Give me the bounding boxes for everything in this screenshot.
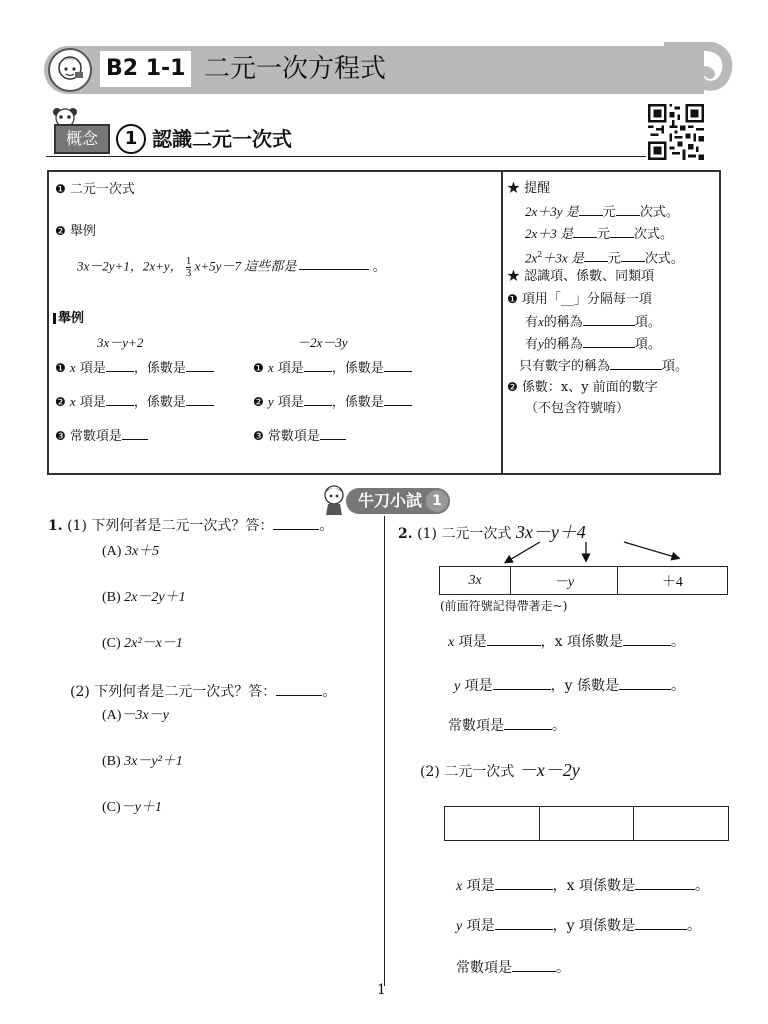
text: 項。 bbox=[662, 359, 689, 374]
expr-b: －2x－3y bbox=[297, 335, 348, 350]
term-cell: 3x bbox=[440, 567, 511, 595]
yuan-text: 元 bbox=[607, 251, 621, 267]
answer-blank[interactable] bbox=[621, 248, 645, 262]
var: x bbox=[448, 635, 455, 650]
concept-box-divider bbox=[501, 172, 503, 473]
expr-b-row-3 bbox=[253, 426, 346, 446]
split-arrows-icon bbox=[490, 538, 690, 566]
var: x bbox=[267, 360, 274, 375]
example-heading-text: 舉例 bbox=[58, 311, 85, 326]
period: 。 bbox=[671, 678, 686, 694]
q2-note: (前面符號記得帶著走~) bbox=[440, 599, 568, 613]
var: x bbox=[538, 314, 544, 329]
q2-answer-6 bbox=[456, 958, 570, 978]
answer-blank[interactable] bbox=[512, 958, 556, 972]
reminder-expr: 2x bbox=[525, 250, 538, 266]
lesson-title: 二元一次方程式 bbox=[204, 54, 387, 84]
answer-blank[interactable] bbox=[610, 224, 634, 238]
part-label: (1) bbox=[417, 526, 437, 542]
answer-blank[interactable] bbox=[584, 248, 608, 262]
option-label: (A) bbox=[102, 544, 125, 559]
question-text: 二元一次式 bbox=[441, 526, 512, 542]
answer-blank[interactable] bbox=[186, 392, 214, 406]
cishi-text: 次式。 bbox=[644, 251, 684, 267]
quiz-number: 1 bbox=[426, 490, 448, 512]
option-label: (C) bbox=[102, 636, 125, 651]
var: y bbox=[538, 336, 544, 351]
q2-term-table bbox=[439, 566, 728, 595]
period: 。 bbox=[695, 878, 710, 894]
column-divider bbox=[384, 516, 385, 986]
coefficient-note: （不包含符號唷） bbox=[525, 401, 630, 416]
var: y bbox=[456, 919, 463, 934]
concept-header bbox=[46, 106, 706, 158]
option-expr: 2x²－x－1 bbox=[124, 636, 183, 651]
var: y bbox=[454, 679, 461, 694]
concept-title: 認識二元一次式 bbox=[152, 127, 292, 151]
example-item bbox=[55, 222, 96, 241]
part-label: (2) bbox=[420, 764, 440, 780]
answer-blank[interactable] bbox=[583, 334, 635, 348]
q2-answer-1 bbox=[448, 632, 685, 653]
row-text: 項是 bbox=[273, 361, 304, 376]
coefficient-rule bbox=[507, 378, 658, 397]
yuan-text: 元 bbox=[602, 205, 616, 220]
answer-blank[interactable] bbox=[106, 392, 134, 406]
question-text: 下列何者是二元一次式？答： bbox=[94, 684, 277, 700]
answer-blank[interactable] bbox=[495, 876, 553, 890]
text: 項。 bbox=[634, 337, 661, 352]
empty-cell[interactable] bbox=[539, 807, 634, 841]
term-constant bbox=[519, 356, 688, 376]
question-text: 下列何者是二元一次式？答： bbox=[91, 518, 274, 534]
bullet: ❶ bbox=[253, 361, 264, 375]
option-label: (B) bbox=[102, 754, 125, 769]
text: 常數項是 bbox=[456, 960, 512, 976]
period: 。 bbox=[552, 718, 566, 734]
example-label: 舉例 bbox=[69, 224, 96, 239]
var: x bbox=[69, 360, 76, 375]
concept-tag: 概念 bbox=[54, 124, 110, 154]
period: 。 bbox=[687, 918, 702, 934]
fraction-denominator: 3 bbox=[185, 267, 192, 279]
empty-cell[interactable] bbox=[634, 807, 729, 841]
expr-b-row-1 bbox=[253, 358, 412, 378]
student-avatar-icon bbox=[48, 48, 92, 92]
bullet: ❸ bbox=[55, 429, 66, 443]
text: 項是 bbox=[462, 878, 495, 894]
bullet: ❶ bbox=[55, 361, 66, 375]
reminder-row-3 bbox=[525, 246, 684, 268]
option-expr: 3x－y²＋1 bbox=[124, 754, 183, 769]
concept-box bbox=[47, 170, 721, 475]
term-rule bbox=[507, 290, 652, 309]
question-text: 二元一次式 bbox=[444, 764, 515, 780]
text: 項是 bbox=[454, 634, 487, 650]
def-label: 二元一次式 bbox=[69, 182, 135, 197]
answer-blank[interactable] bbox=[619, 676, 671, 690]
answer-blank[interactable] bbox=[623, 632, 671, 646]
row-text: 常數項是 bbox=[267, 429, 320, 444]
answer-blank[interactable] bbox=[504, 716, 552, 730]
answer-blank[interactable] bbox=[635, 876, 695, 890]
q2-empty-table bbox=[444, 806, 729, 841]
answer-blank[interactable] bbox=[583, 312, 635, 326]
reminder-row-1 bbox=[525, 202, 679, 222]
answer-blank[interactable] bbox=[579, 202, 603, 216]
star-icon: ★ bbox=[507, 181, 521, 196]
star-icon: ★ bbox=[507, 269, 521, 284]
text: 有 bbox=[525, 337, 539, 352]
period: 。 bbox=[671, 634, 686, 650]
term-y bbox=[525, 334, 661, 354]
expr-a-row-2 bbox=[55, 392, 214, 412]
text: 有 bbox=[525, 315, 539, 330]
row-mid: ，係數是 bbox=[331, 395, 384, 410]
answer-blank[interactable] bbox=[304, 358, 332, 372]
example-part-a: 3x－2y+1，2x+y， bbox=[77, 258, 183, 274]
expr-a: 3x－y+2 bbox=[97, 335, 144, 350]
period: 。 bbox=[322, 684, 337, 700]
q2-number: 2. bbox=[398, 526, 413, 542]
q2-part2-prompt bbox=[420, 760, 580, 782]
recognize-title: 認識項、係數、同類項 bbox=[524, 269, 655, 284]
reminder-row-2 bbox=[525, 224, 673, 244]
text: 的稱為 bbox=[543, 315, 583, 330]
superscript: 2 bbox=[537, 250, 543, 259]
reminder-expr: 2x＋3 是 bbox=[525, 226, 574, 241]
q2-answer-5 bbox=[456, 916, 701, 937]
term-cell: ＋4 bbox=[617, 567, 727, 595]
text: ，x 項係數是 bbox=[552, 878, 636, 894]
q2-expression-2: －x－2y bbox=[518, 760, 580, 780]
answer-blank[interactable] bbox=[106, 358, 134, 372]
text: 項。 bbox=[634, 315, 661, 330]
concept-number: 1 bbox=[116, 124, 146, 154]
text: 只有數字的稱為 bbox=[519, 359, 611, 374]
option-label: (A) bbox=[102, 708, 122, 723]
q1-part2-prompt bbox=[70, 682, 336, 702]
cishi-text: 次式。 bbox=[639, 205, 679, 220]
option-expr: －y＋1 bbox=[120, 800, 162, 815]
answer-blank[interactable] bbox=[384, 392, 412, 406]
q1-option-a[interactable] bbox=[102, 542, 159, 562]
q2-expression: 3x－y＋4 bbox=[515, 522, 586, 542]
fraction bbox=[186, 256, 192, 279]
row-mid: ，係數是 bbox=[133, 361, 186, 376]
answer-blank[interactable] bbox=[610, 356, 662, 370]
table-row bbox=[445, 807, 729, 841]
q2-answer-3 bbox=[448, 716, 566, 736]
term-x bbox=[525, 312, 661, 332]
text: 項是 bbox=[462, 918, 495, 934]
bullet: ❶ bbox=[507, 292, 518, 306]
answer-blank[interactable] bbox=[273, 516, 319, 530]
expr-a-row-1 bbox=[55, 358, 214, 378]
term-rule-text: 項用「__」分隔每一項 bbox=[521, 292, 652, 307]
reminder-heading bbox=[507, 180, 550, 198]
q1p2-option-b[interactable] bbox=[102, 752, 183, 772]
cishi-text: 次式。 bbox=[634, 227, 674, 242]
answer-blank[interactable] bbox=[493, 676, 551, 690]
row-mid: ，係數是 bbox=[331, 361, 384, 376]
row-mid: ，係數是 bbox=[133, 395, 186, 410]
row-text: 常數項是 bbox=[69, 429, 122, 444]
period: 。 bbox=[319, 518, 334, 534]
lesson-banner bbox=[44, 42, 720, 96]
answer-blank[interactable] bbox=[616, 202, 640, 216]
row-text: 項是 bbox=[75, 361, 106, 376]
bullet: ❷ bbox=[507, 380, 518, 394]
expr-a-row-3 bbox=[55, 426, 148, 446]
text: ，x 項係數是 bbox=[540, 634, 624, 650]
var: y bbox=[267, 394, 274, 409]
expr-b-row-2 bbox=[253, 392, 412, 412]
option-label: (C) bbox=[102, 800, 121, 815]
answer-blank[interactable] bbox=[384, 358, 412, 372]
q1-part1-prompt bbox=[48, 516, 333, 536]
qr-code-icon bbox=[648, 104, 704, 160]
text: ，y 係數是 bbox=[550, 678, 620, 694]
var: x bbox=[456, 879, 463, 894]
answer-blank[interactable] bbox=[573, 224, 597, 238]
coefficient-rule-text: 係數：x、y 前面的數字 bbox=[521, 380, 658, 395]
period: 。 bbox=[556, 960, 570, 976]
answer-blank[interactable] bbox=[304, 392, 332, 406]
text: ，y 項係數是 bbox=[552, 918, 636, 934]
bullet: ❷ bbox=[253, 395, 264, 409]
bullet: ❷ bbox=[55, 395, 66, 409]
q1-number: 1. bbox=[48, 518, 63, 534]
banner-curl-icon bbox=[664, 42, 734, 106]
fraction-numerator: 1 bbox=[185, 255, 192, 267]
empty-cell[interactable] bbox=[445, 807, 540, 841]
answer-blank[interactable] bbox=[186, 358, 214, 372]
period: 。 bbox=[372, 258, 386, 274]
answer-blank[interactable] bbox=[635, 916, 687, 930]
option-expr: 3x＋5 bbox=[124, 544, 160, 559]
q2-answer-2 bbox=[454, 676, 685, 697]
reminder-title: 提醒 bbox=[524, 181, 551, 196]
part-label: (2) bbox=[70, 684, 90, 700]
example-expressions bbox=[77, 256, 386, 279]
option-expr: －3x－y bbox=[121, 708, 169, 723]
example-heading bbox=[53, 310, 84, 328]
yuan-text: 元 bbox=[597, 227, 611, 242]
quiz-label: 牛刀小試 bbox=[358, 491, 423, 510]
q2-answer-4 bbox=[456, 876, 709, 897]
answer-blank[interactable] bbox=[320, 426, 346, 440]
var: x bbox=[69, 394, 76, 409]
q1p2-option-a[interactable] bbox=[102, 706, 169, 726]
q1-option-b[interactable] bbox=[102, 588, 186, 608]
term-cell: －y bbox=[511, 567, 617, 595]
page-number: 1 bbox=[377, 982, 386, 998]
concept-underline bbox=[46, 156, 646, 157]
example-part-b: x+5y－7 這些都是 bbox=[194, 258, 297, 274]
text: 的稱為 bbox=[543, 337, 583, 352]
bullet: ❸ bbox=[253, 429, 264, 443]
panda-mascot-icon bbox=[50, 106, 80, 126]
student-mascot-icon bbox=[320, 484, 350, 516]
bullet-2: ❷ bbox=[55, 224, 66, 238]
answer-blank[interactable] bbox=[276, 682, 322, 696]
row-text: 項是 bbox=[273, 395, 304, 410]
part-label: (1) bbox=[67, 518, 87, 534]
def-item bbox=[55, 180, 135, 199]
quiz-badge bbox=[318, 484, 458, 516]
row-text: 項是 bbox=[75, 395, 106, 410]
option-label: (B) bbox=[102, 590, 125, 605]
option-expr: 2x－2y＋1 bbox=[124, 590, 186, 605]
lesson-code: B2 1-1 bbox=[100, 51, 191, 87]
heading-mark-icon bbox=[53, 313, 56, 324]
reminder-expr-tail: ＋3x 是 bbox=[542, 250, 584, 266]
answer-blank[interactable] bbox=[122, 426, 148, 440]
bullet-1: ❶ bbox=[55, 182, 66, 196]
table-row bbox=[440, 567, 728, 595]
text: 項是 bbox=[460, 678, 493, 694]
q1-option-c[interactable] bbox=[102, 634, 183, 654]
text: 常數項是 bbox=[448, 718, 504, 734]
answer-blank[interactable] bbox=[299, 256, 369, 270]
recognize-heading bbox=[507, 268, 654, 286]
answer-blank[interactable] bbox=[495, 916, 553, 930]
answer-blank[interactable] bbox=[487, 632, 541, 646]
reminder-expr: 2x＋3y 是 bbox=[525, 204, 579, 219]
q1p2-option-c[interactable] bbox=[102, 798, 162, 818]
